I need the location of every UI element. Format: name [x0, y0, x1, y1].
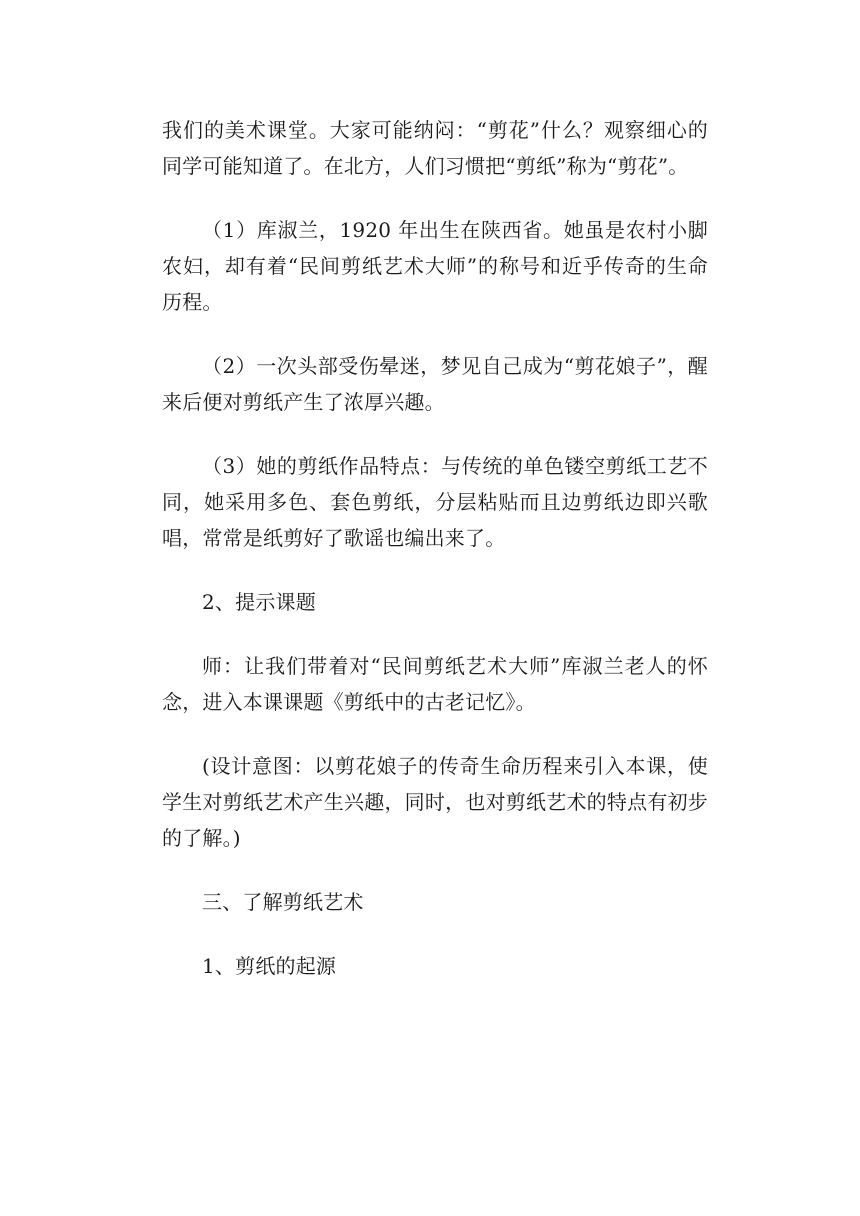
- paragraph-point-2: （2）一次头部受伤晕迷，梦见自己成为“剪花娘子”，醒来后便对剪纸产生了浓厚兴趣。: [162, 354, 708, 414]
- paragraph-point-1: （1）库淑兰，1920 年出生在陕西省。她虽是农村小脚农妇，却有着“民间剪纸艺术大师”的称号和近乎传奇的生命历程。: [162, 218, 708, 314]
- document-body: [162, 112, 708, 1012]
- section-heading-prompt-topic: 2、提示课题: [202, 590, 316, 614]
- paragraph-point-3: （3）她的剪纸作品特点：与传统的单色镂空剪纸工艺不同，她采用多色、套色剪纸，分层粘贴而且边剪纸边即兴歌唱，常常是纸剪好了歌谣也编出来了。: [162, 454, 708, 550]
- section-heading-understand-papercut: 三、了解剪纸艺术: [202, 890, 364, 914]
- paragraph-design-intent: (设计意图：以剪花娘子的传奇生命历程来引入本课，使学生对剪纸艺术产生兴趣，同时，也对剪纸艺术的特点有初步的了解。): [162, 754, 708, 850]
- paragraph-intro: 我们的美术课堂。大家可能纳闷：“剪花”什么？观察细心的同学可能知道了。在北方，人们习惯把“剪纸”称为“剪花”。: [162, 118, 708, 178]
- section-heading-origin: 1、剪纸的起源: [202, 954, 337, 978]
- paragraph-teacher: 师：让我们带着对“民间剪纸艺术大师”库淑兰老人的怀念，进入本课课题《剪纸中的古老记忆》。: [162, 654, 708, 714]
